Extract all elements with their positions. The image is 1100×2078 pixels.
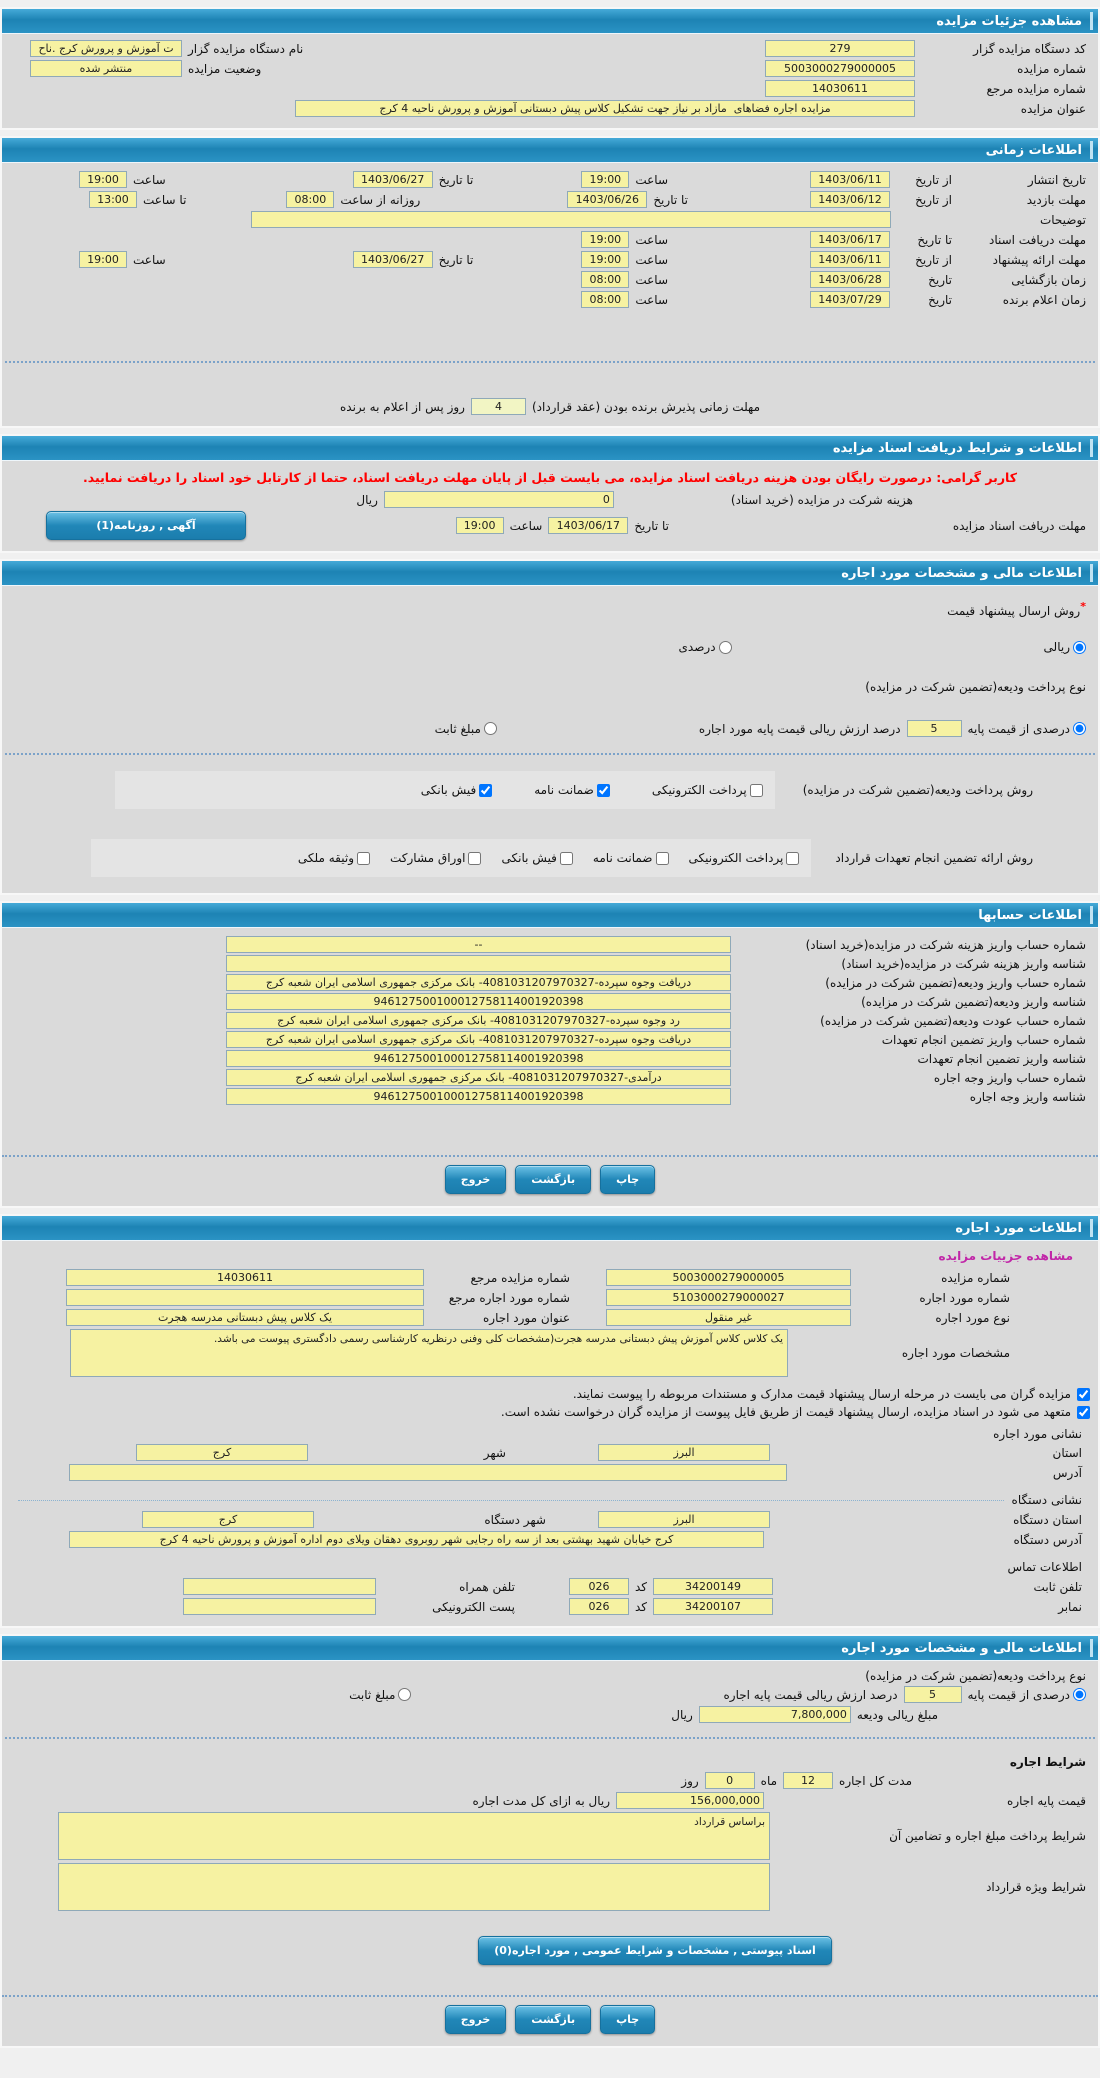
docs-receive-time-field[interactable] bbox=[456, 517, 504, 534]
divider bbox=[5, 361, 1095, 363]
row-price-method-options bbox=[14, 640, 1086, 654]
lease-item-number-field[interactable] bbox=[606, 1289, 851, 1306]
auction-ref-number-field[interactable] bbox=[66, 1269, 424, 1286]
account-field[interactable] bbox=[226, 1031, 731, 1048]
label-lease-item-ref-number: شماره مورد اجاره مرجع bbox=[448, 1290, 570, 1305]
contract-guarantee-group bbox=[91, 839, 811, 877]
label-publish-date: تاریخ انتشار bbox=[1027, 172, 1086, 187]
label-daily-from-hour: روزانه از ساعت bbox=[340, 192, 421, 207]
acceptance-days-field[interactable] bbox=[471, 398, 526, 415]
label-rial-option: ریالی bbox=[1043, 640, 1070, 654]
org-province-field[interactable] bbox=[598, 1511, 770, 1528]
label-auction-title: عنوان مزایده bbox=[1020, 101, 1086, 116]
account-row bbox=[14, 955, 1086, 972]
row-acceptance-deadline bbox=[14, 398, 1086, 415]
label-bidder-org-name: نام دستگاه مزایده گزار bbox=[188, 41, 304, 56]
label-auction-status: وضعیت مزایده bbox=[188, 61, 262, 76]
org-address-field[interactable] bbox=[69, 1531, 764, 1548]
label-attach-docs: مزایده گران می بایست در مرحله ارسال پیشنهاد قیمت مدارک و مستندات مربوطه را پیوست نمایند. bbox=[572, 1387, 1071, 1401]
label-hour: ساعت bbox=[635, 232, 668, 247]
row-base-price bbox=[14, 1792, 1086, 1809]
label-deposit-rial-amount: مبلغ ریالی ودیعه bbox=[856, 1707, 938, 1722]
row-lease-item-no bbox=[14, 1289, 1010, 1306]
deposit-percent-field[interactable] bbox=[907, 720, 962, 737]
bidder-org-code-field[interactable] bbox=[765, 40, 915, 57]
row-comments bbox=[14, 211, 1086, 228]
percent-method-radio[interactable] bbox=[719, 641, 732, 654]
label-lease-terms-section: شرایط اجاره bbox=[1009, 1755, 1086, 1769]
fax-area-code-field[interactable] bbox=[569, 1598, 629, 1615]
bidder-org-name-field[interactable] bbox=[30, 40, 182, 57]
panel-financial-lease-terms bbox=[0, 1634, 1100, 2048]
label-comments: توضیحات bbox=[1039, 212, 1086, 227]
label-org-address-section: نشانی دستگاه bbox=[1011, 1493, 1082, 1507]
label-guarantee-letter: ضمانت نامه bbox=[592, 851, 653, 865]
label-base-price-suffix: ریال به ازای کل مدت اجاره bbox=[472, 1793, 610, 1808]
label-lease-duration: مدت کل اجاره bbox=[839, 1773, 912, 1788]
row-no-file-offer-checkbox bbox=[10, 1405, 1090, 1419]
label-percent-of-base: درصدی از قیمت پایه bbox=[967, 721, 1070, 736]
label-price-send-method: روش ارسال پیشنهاد قیمت bbox=[947, 604, 1081, 618]
fixed-amount-radio[interactable] bbox=[484, 722, 497, 735]
section-header-docs-terms: اطلاعات و شرایط دریافت اسناد مزایده bbox=[2, 436, 1098, 461]
lease-item-specs-field[interactable] bbox=[70, 1329, 788, 1377]
bank-slip-checkbox[interactable] bbox=[560, 852, 573, 865]
label-docs-deadline: مهلت دریافت اسناد bbox=[988, 232, 1086, 247]
visit-to-time-field[interactable] bbox=[89, 191, 137, 208]
publish-from-time-field[interactable] bbox=[581, 171, 629, 188]
opening-date-field[interactable] bbox=[810, 271, 890, 288]
visit-from-time-field[interactable] bbox=[286, 191, 334, 208]
panel-time-info bbox=[0, 136, 1100, 428]
visit-from-date-field[interactable] bbox=[810, 191, 890, 208]
opening-time-field[interactable] bbox=[581, 271, 629, 288]
row-offer-deadline bbox=[14, 251, 1086, 268]
label-lease-item-number: شماره مورد اجاره bbox=[919, 1290, 1010, 1305]
section-header-financial-lease: اطلاعات مالی و مشخصات مورد اجاره bbox=[2, 1636, 1098, 1661]
label-offer-deadline: مهلت ارائه پیشنهاد bbox=[992, 252, 1086, 267]
guarantee-letter-checkbox[interactable] bbox=[656, 852, 669, 865]
label-auction-ref-number: شماره مزایده مرجع bbox=[986, 81, 1086, 96]
row-lease-address bbox=[14, 1464, 1082, 1481]
label-to-date: تا تاریخ bbox=[634, 518, 669, 533]
label-guarantee-letter: ضمانت نامه bbox=[534, 783, 594, 797]
lease-days-field[interactable] bbox=[705, 1772, 755, 1789]
offer-from-date-field[interactable] bbox=[810, 251, 890, 268]
participation-fee-field[interactable] bbox=[384, 491, 614, 508]
label-hour: ساعت bbox=[133, 172, 166, 187]
visit-to-date-field[interactable] bbox=[567, 191, 647, 208]
label-electronic-payment: پرداخت الکترونیکی bbox=[688, 851, 784, 865]
row-docs-receive-deadline bbox=[14, 511, 1086, 540]
fixed-amount-radio[interactable] bbox=[398, 1688, 411, 1701]
label-to-date: تا تاریخ bbox=[653, 192, 688, 207]
account-field[interactable] bbox=[226, 1050, 731, 1067]
label-province: استان bbox=[1052, 1445, 1082, 1460]
guarantee-letter-checkbox[interactable] bbox=[597, 784, 610, 797]
row-docs-deadline bbox=[14, 231, 1086, 248]
account-field[interactable] bbox=[226, 1069, 731, 1086]
row-contact-section bbox=[18, 1560, 1082, 1574]
label-bidder-org-code: کد دستگاه مزایده گزار bbox=[973, 41, 1086, 56]
label-email: پست الکترونیکی bbox=[432, 1599, 515, 1614]
publish-to-date-field[interactable] bbox=[353, 171, 433, 188]
label-auction-number: شماره مزایده bbox=[1017, 61, 1086, 76]
publish-from-date-field[interactable] bbox=[810, 171, 890, 188]
auction-title-field[interactable] bbox=[295, 100, 915, 117]
label-lease-item-specs: مشخصات مورد اجاره bbox=[901, 1346, 1010, 1360]
electronic-payment-checkbox[interactable] bbox=[750, 784, 763, 797]
label-opening-time: زمان بازگشایی bbox=[1011, 272, 1086, 287]
divider bbox=[5, 1737, 1095, 1739]
row-auctionno-status bbox=[14, 60, 1086, 77]
label-account: شماره حساب واریز تضمین انجام تعهدات bbox=[881, 1032, 1086, 1047]
label-bank-slip: فیش بانکی bbox=[420, 783, 477, 797]
label-bank-slip: فیش بانکی bbox=[501, 851, 557, 865]
label-property-collateral: وثیقه ملکی bbox=[297, 851, 355, 865]
section-header-time-info: اطلاعات زمانی bbox=[2, 138, 1098, 163]
divider bbox=[2, 1995, 1098, 1997]
label-account: شناسه واریز ودیعه(تضمین شرکت در مزایده) bbox=[861, 994, 1086, 1009]
row-participation-fee bbox=[14, 491, 913, 508]
account-row bbox=[14, 1012, 1086, 1029]
view-auction-details-link[interactable]: مشاهده جزییات مزایده bbox=[938, 1249, 1073, 1263]
account-row bbox=[14, 993, 1086, 1010]
label-to-date: تا تاریخ bbox=[917, 232, 952, 247]
label-from-date: از تاریخ bbox=[915, 172, 952, 187]
label-area-code: کد bbox=[634, 1579, 647, 1594]
landline-phone-field[interactable] bbox=[653, 1578, 773, 1595]
fax-field[interactable] bbox=[653, 1598, 773, 1615]
label-hour: ساعت bbox=[635, 272, 668, 287]
section-header-financial: اطلاعات مالی و مشخصات مورد اجاره bbox=[2, 561, 1098, 586]
label-city: شهر bbox=[483, 1445, 506, 1460]
label-org-city: شهر دستگاه bbox=[484, 1512, 546, 1527]
rial-method-radio[interactable] bbox=[1073, 641, 1086, 654]
label-org-address: آدرس دستگاه bbox=[1013, 1532, 1082, 1547]
account-field[interactable] bbox=[226, 974, 731, 991]
label-account: شماره حساب عودت ودیعه(تضمین شرکت در مزایده) bbox=[820, 1013, 1086, 1028]
label-docs-receive-deadline: مهلت دریافت اسناد مزایده bbox=[952, 518, 1086, 533]
label-account: شماره حساب واریز وجه اجاره bbox=[933, 1070, 1086, 1085]
percent-of-base-radio[interactable] bbox=[1073, 722, 1086, 735]
row-deposit-type-options bbox=[14, 720, 1086, 737]
row-price-method-label bbox=[14, 600, 1086, 618]
org-address-section-divider bbox=[18, 1493, 1082, 1507]
print-button[interactable]: چاپ bbox=[600, 1165, 655, 1194]
label-account: شناسه واریز وجه اجاره bbox=[969, 1089, 1086, 1104]
row-lease-address-section bbox=[18, 1427, 1082, 1441]
row-lease-terms-section bbox=[14, 1755, 1086, 1769]
label-month-unit: ماه bbox=[760, 1773, 778, 1788]
exit-button[interactable]: خروج bbox=[445, 1165, 507, 1194]
label-lease-item-title: عنوان مورد اجاره bbox=[482, 1310, 570, 1325]
winner-date-field[interactable] bbox=[810, 291, 890, 308]
label-landline-phone: تلفن ثابت bbox=[1033, 1579, 1082, 1594]
row-org-province-city bbox=[14, 1511, 1082, 1528]
row-org-address bbox=[14, 1531, 1082, 1548]
row-lease-duration bbox=[14, 1772, 912, 1789]
row-auction-title bbox=[14, 100, 1086, 117]
row-deposit-type-options bbox=[14, 1686, 1086, 1703]
label-fax: نمابر bbox=[1058, 1599, 1082, 1614]
newspaper-ad-button[interactable]: آگهی , روزنامه(1) bbox=[46, 511, 246, 540]
row-attachments-button bbox=[212, 1936, 1098, 1965]
account-row bbox=[14, 1031, 1086, 1048]
label-deposit-pay-method: روش پرداخت ودیعه(تضمین شرکت در مزایده) bbox=[802, 783, 1033, 797]
percent-of-base-radio[interactable] bbox=[1073, 1688, 1086, 1701]
row-visit-deadline bbox=[14, 191, 1086, 208]
required-asterisk: * bbox=[1080, 600, 1086, 613]
winner-time-field[interactable] bbox=[581, 291, 629, 308]
exit-button[interactable]: خروج bbox=[445, 2005, 507, 2034]
label-mobile-phone: تلفن همراه bbox=[459, 1579, 515, 1594]
label-fixed-amount: مبلغ ثابت bbox=[349, 1687, 396, 1702]
label-special-contract-terms: شرایط ویژه قرارداد bbox=[986, 1880, 1086, 1894]
label-day-unit: روز bbox=[681, 1773, 699, 1788]
label-participation-bonds: اوراق مشارکت bbox=[390, 851, 466, 865]
lease-months-field[interactable] bbox=[783, 1772, 833, 1789]
account-row bbox=[14, 936, 1086, 953]
label-no-file-offer: متعهد می شود در اسناد مزایده، ارسال پیشنهاد قیمت از طریق فایل پیوست از مزایده گران درخواست نشده است. bbox=[500, 1405, 1071, 1419]
label-date: تاریخ bbox=[928, 272, 952, 287]
label-lease-address-section: نشانی مورد اجاره bbox=[993, 1427, 1082, 1441]
docs-deadline-date-field[interactable] bbox=[810, 231, 890, 248]
label-participation-fee: هزینه شرکت در مزایده (خرید اسناد) bbox=[730, 492, 913, 507]
label-contract-guarantee-method: روش ارائه تضمین انجام تعهدات قرارداد bbox=[835, 851, 1033, 865]
label-account: شماره حساب واریز هزینه شرکت در مزایده(خرید اسناد) bbox=[805, 937, 1086, 952]
account-row bbox=[14, 1069, 1086, 1086]
label-winner-announce: زمان اعلام برنده bbox=[1002, 292, 1086, 307]
phone-area-code-field[interactable] bbox=[569, 1578, 629, 1595]
row-lease-auction-no bbox=[14, 1269, 1010, 1286]
label-to-date: تا تاریخ bbox=[438, 252, 474, 267]
account-field[interactable] bbox=[226, 1088, 731, 1105]
auction-status-field[interactable] bbox=[30, 60, 182, 77]
panel-auction-overview bbox=[0, 7, 1100, 130]
panel-financial-info bbox=[0, 559, 1100, 895]
label-acceptance-suffix: روز پس از اعلام به برنده bbox=[339, 399, 465, 414]
row-phone bbox=[14, 1578, 1082, 1595]
offer-to-time-field[interactable] bbox=[79, 251, 127, 268]
row-lease-province-city bbox=[14, 1444, 1082, 1461]
label-percent-of-base-suffix: درصد ارزش ریالی قیمت پایه اجاره bbox=[723, 1687, 898, 1702]
label-from-date: از تاریخ bbox=[915, 252, 952, 267]
deposit-rial-amount-field[interactable] bbox=[699, 1706, 851, 1723]
label-account: شماره حساب واریز ودیعه(تضمین شرکت در مزایده) bbox=[825, 975, 1086, 990]
panel-lease-item-info bbox=[0, 1214, 1100, 1628]
row-ref-number bbox=[14, 80, 1086, 97]
free-docs-warning-text: کاربر گرامی: درصورت رایگان بودن هزینه دریافت اسناد مزایده، می بایست قبل از پایان مهلت دریافت اسناد، حتما از کارتابل خود اسناد را دریافت نمایید. bbox=[83, 470, 1017, 485]
back-button[interactable]: بازگشت bbox=[515, 2005, 591, 2034]
comments-field[interactable] bbox=[251, 211, 891, 228]
label-payment-terms: شرایط پرداخت مبلغ اجاره و تضامین آن bbox=[889, 1829, 1086, 1843]
label-area-code: کد bbox=[634, 1599, 647, 1614]
special-contract-terms-field[interactable] bbox=[58, 1863, 770, 1911]
deposit-percent-field[interactable] bbox=[904, 1686, 962, 1703]
base-lease-price-field[interactable] bbox=[616, 1792, 764, 1809]
label-account: شناسه واریز هزینه شرکت در مزایده(خرید اسناد) bbox=[841, 956, 1086, 971]
auction-number-field[interactable] bbox=[606, 1269, 851, 1286]
panel-docs-terms bbox=[0, 434, 1100, 553]
section-header-view-details: مشاهده جزئیات مزایده bbox=[2, 9, 1098, 34]
label-hour: ساعت bbox=[635, 172, 668, 187]
label-base-lease-price: قیمت پایه اجاره bbox=[1007, 1793, 1086, 1808]
row-fax bbox=[14, 1598, 1082, 1615]
accounts-button-row bbox=[2, 1165, 1098, 1194]
lease-item-ref-number-field[interactable] bbox=[66, 1289, 424, 1306]
mobile-phone-field[interactable] bbox=[183, 1578, 376, 1595]
print-button[interactable]: چاپ bbox=[600, 2005, 655, 2034]
row-winner-announce bbox=[14, 291, 1086, 308]
bank-slip-checkbox[interactable] bbox=[479, 784, 492, 797]
lease-button-row bbox=[2, 2005, 1098, 2034]
label-lease-item-type: نوع مورد اجاره bbox=[935, 1310, 1010, 1325]
email-field[interactable] bbox=[183, 1598, 376, 1615]
row-contract-guarantee-methods bbox=[14, 839, 1033, 877]
label-date: تاریخ bbox=[928, 292, 952, 307]
label-acceptance-deadline: مهلت زمانی پذیرش برنده بودن (عقد قرارداد) bbox=[531, 399, 761, 414]
row-special-terms bbox=[14, 1863, 1086, 1911]
label-rial-unit: ریال bbox=[356, 492, 378, 507]
lease-province-field[interactable] bbox=[598, 1444, 770, 1461]
label-from-date: از تاریخ bbox=[915, 192, 952, 207]
divider bbox=[2, 1155, 1098, 1157]
label-auction-number: شماره مزایده bbox=[941, 1270, 1010, 1285]
attach-docs-checkbox[interactable] bbox=[1077, 1388, 1090, 1401]
deposit-pay-method-group bbox=[115, 771, 775, 809]
row-deposit-type-label bbox=[14, 1669, 1086, 1683]
property-collateral-checkbox[interactable] bbox=[357, 852, 370, 865]
label-visit-deadline: مهلت بازدید bbox=[1026, 192, 1086, 207]
row-publish-dates bbox=[14, 171, 1086, 188]
label-deposit-payment-type: نوع پرداخت ودیعه(تضمین شرکت در مزایده) bbox=[865, 1669, 1086, 1683]
org-city-field[interactable] bbox=[142, 1511, 314, 1528]
offer-from-time-field[interactable] bbox=[581, 251, 629, 268]
panel-accounts-info bbox=[0, 901, 1100, 1208]
row-opening-time bbox=[14, 271, 1086, 288]
account-field[interactable] bbox=[226, 936, 731, 953]
lease-city-field[interactable] bbox=[136, 1444, 308, 1461]
auction-number-field[interactable] bbox=[765, 60, 915, 77]
lease-item-title-field[interactable] bbox=[66, 1309, 424, 1326]
label-fixed-amount: مبلغ ثابت bbox=[434, 721, 481, 736]
label-electronic-payment: پرداخت الکترونیکی bbox=[651, 783, 747, 797]
label-hour: ساعت bbox=[509, 518, 543, 533]
row-view-details-link bbox=[27, 1249, 1073, 1263]
label-auction-ref-number: شماره مزایده مرجع bbox=[470, 1270, 570, 1285]
row-lease-item-specs bbox=[14, 1329, 1010, 1377]
label-percent-option: درصدی bbox=[678, 640, 716, 654]
row-payment-terms bbox=[14, 1812, 1086, 1860]
lease-item-type-field[interactable] bbox=[606, 1309, 851, 1326]
account-field[interactable] bbox=[226, 955, 731, 972]
offer-to-date-field[interactable] bbox=[353, 251, 433, 268]
account-row bbox=[14, 1088, 1086, 1105]
label-address: آدرس bbox=[1052, 1465, 1082, 1480]
label-contact-section: اطلاعات تماس bbox=[1007, 1560, 1082, 1574]
account-field[interactable] bbox=[226, 993, 731, 1010]
row-deposit-pay-methods bbox=[14, 771, 1033, 809]
row-attach-docs-checkbox bbox=[10, 1387, 1090, 1401]
section-header-accounts: اطلاعات حسابها bbox=[2, 903, 1098, 928]
label-hour: ساعت bbox=[635, 252, 668, 267]
attachments-specs-button[interactable]: اسناد پیوستی , مشخصات و شرایط عمومی , مورد اجاره(0) bbox=[478, 1936, 832, 1965]
label-until-hour: تا ساعت bbox=[142, 192, 187, 207]
row-lease-item-type bbox=[14, 1309, 1010, 1326]
lease-address-field[interactable] bbox=[69, 1464, 787, 1481]
label-percent-of-base: درصدی از قیمت پایه bbox=[967, 1687, 1070, 1702]
row-code-org bbox=[14, 40, 1086, 57]
account-row bbox=[14, 1050, 1086, 1067]
back-button[interactable]: بازگشت bbox=[515, 1165, 591, 1194]
docs-deadline-time-field[interactable] bbox=[581, 231, 629, 248]
section-header-lease-item: اطلاعات مورد اجاره bbox=[2, 1216, 1098, 1241]
row-deposit-amount bbox=[14, 1706, 938, 1723]
auction-ref-number-field[interactable] bbox=[765, 80, 915, 97]
divider bbox=[5, 753, 1095, 755]
electronic-payment-checkbox[interactable] bbox=[786, 852, 799, 865]
publish-to-time-field[interactable] bbox=[79, 171, 127, 188]
account-field[interactable] bbox=[226, 1012, 731, 1029]
label-account: شناسه واریز تضمین انجام تعهدات bbox=[917, 1051, 1086, 1066]
label-hour: ساعت bbox=[133, 252, 166, 267]
docs-receive-date-field[interactable] bbox=[548, 517, 628, 534]
payment-terms-field[interactable] bbox=[58, 1812, 770, 1860]
label-percent-of-base-suffix: درصد ارزش ریالی قیمت پایه مورد اجاره bbox=[698, 721, 901, 736]
label-rial-unit: ریال bbox=[671, 1707, 693, 1722]
row-deposit-type-label bbox=[14, 680, 1086, 694]
label-to-date: تا تاریخ bbox=[438, 172, 474, 187]
label-org-province: استان دستگاه bbox=[1013, 1512, 1082, 1527]
account-row bbox=[14, 974, 1086, 991]
participation-bonds-checkbox[interactable] bbox=[468, 852, 481, 865]
label-deposit-payment-type: نوع پرداخت ودیعه(تضمین شرکت در مزایده) bbox=[865, 680, 1086, 694]
no-file-offer-checkbox[interactable] bbox=[1077, 1406, 1090, 1419]
label-hour: ساعت bbox=[635, 292, 668, 307]
